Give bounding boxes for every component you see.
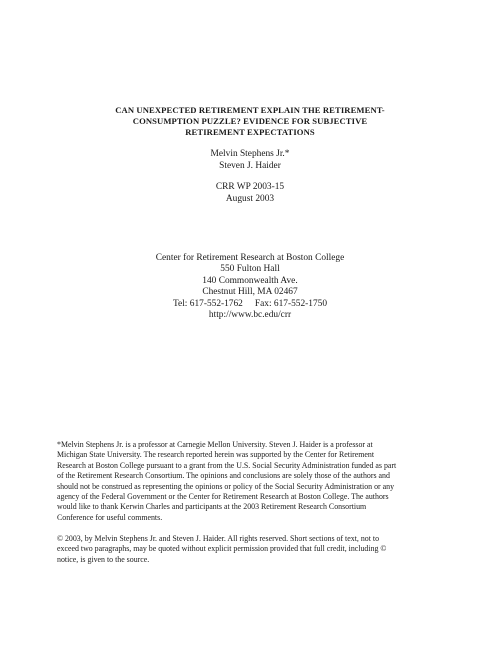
footnote-line: of the Retirement Research Consortium. The opinions and conclusions are solely those of the authors and	[57, 471, 390, 481]
title-line: CAN UNEXPECTED RETIREMENT EXPLAIN THE RETIREMENT-	[115, 105, 385, 115]
footnote-line: Michigan State University. The research reported herein was supported by the Center for Retirement	[57, 450, 375, 460]
title-line: CONSUMPTION PUZZLE? EVIDENCE FOR SUBJECTIVE	[132, 116, 368, 127]
website-url: http://www.bc.edu/crr	[208, 310, 292, 321]
institution-block	[0, 253, 500, 321]
contact-line	[0, 299, 500, 310]
institution-name: Center for Retirement Research at Boston College	[155, 253, 345, 263]
footnote-line: Conference for useful comments.	[57, 512, 163, 522]
address-city: Chestnut Hill, MA 02467	[202, 287, 298, 298]
paper-date: August 2003	[225, 194, 275, 204]
address-line: 550 Fulton Hall	[220, 264, 280, 275]
title-line: RETIREMENT EXPECTATIONS	[185, 127, 315, 138]
author-name: Steven J. Haider	[219, 161, 281, 171]
fax: Fax: 617-552-1750	[254, 298, 328, 309]
footnote-line: should not be construed as representing the opinions or policy of the Social Security Administration or any	[57, 481, 395, 491]
author-list	[0, 148, 500, 172]
footnote-line: agency of the Federal Government or the Center for Retirement Research at Boston College. The authors	[57, 492, 389, 502]
address-line: 140 Commonwealth Ave.	[202, 275, 298, 286]
copyright-notice	[57, 534, 452, 565]
telephone: Tel: 617-552-1762	[172, 298, 243, 309]
copyright-line: exceed two paragraphs, may be quoted without explicit permission provided that full credit, including ©	[57, 544, 387, 554]
author-name: Melvin Stephens Jr.*	[210, 149, 290, 159]
paper-info	[0, 181, 500, 205]
author-footnote	[57, 440, 452, 523]
copyright-line: notice, is given to the source.	[57, 554, 150, 564]
footnote-line: *Melvin Stephens Jr. is a professor at Carnegie Mellon University. Steven J. Haider is a professor at	[57, 440, 373, 449]
working-paper-number: CRR WP 2003-15	[215, 182, 285, 192]
paper-title	[60, 105, 440, 139]
footnote-line: Research at Boston College pursuant to a grant from the U.S. Social Security Administration funded as part	[57, 460, 397, 470]
footnote-line: would like to thank Kerwin Charles and participants at the 2003 Retirement Research Consortium	[57, 502, 367, 512]
copyright-line: © 2003, by Melvin Stephens Jr. and Steven J. Haider. All rights reserved. Short sections of text, not to	[57, 534, 380, 543]
